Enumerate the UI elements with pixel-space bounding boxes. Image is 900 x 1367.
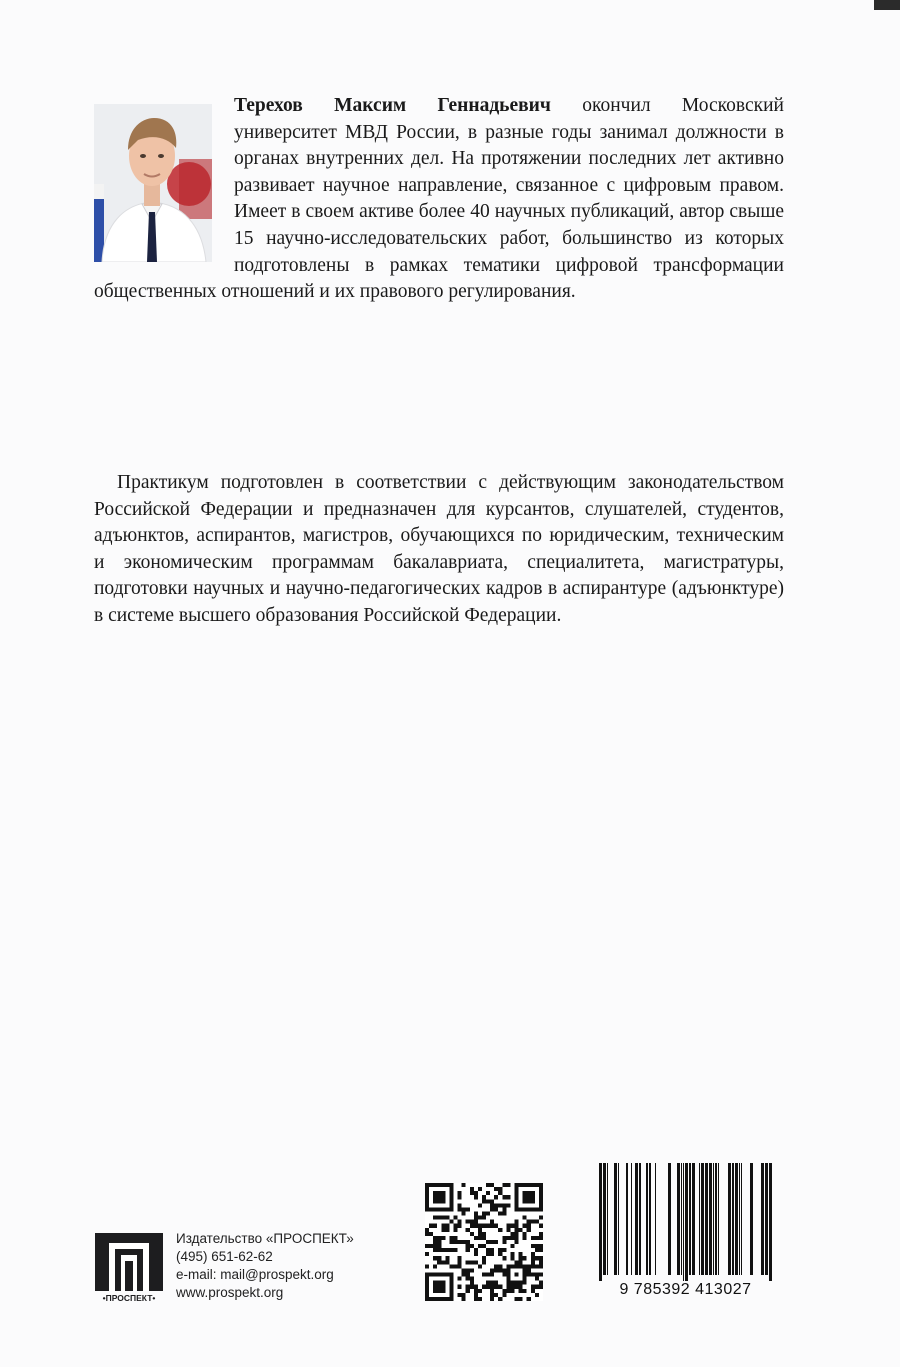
author-name: Терехов Максим Геннадьевич bbox=[234, 95, 551, 116]
publisher-name: Издательство «ПРОСПЕКТ» bbox=[176, 1231, 354, 1246]
publisher-email: e-mail: mail@prospekt.org bbox=[176, 1267, 334, 1282]
qr-code bbox=[425, 1183, 543, 1301]
corner-mark bbox=[874, 0, 900, 10]
publisher-logo bbox=[95, 1233, 163, 1303]
author-bio bbox=[94, 93, 784, 306]
isbn-digits: 9 785392 413027 bbox=[619, 1281, 752, 1298]
book-description: Практикум подготовлен в соответствии с действующим законодательством Российской Федерации и предназначен для курсантов, слушателей, студентов, адъюнктов, аспирантов, магистров, обучающихся по юридическим, техническим и экономическим программам бакалавриата, специалитета, магистратуры, подготовки научных и научно-педагогических кадров в аспирантуре (адъюнктуре) в системе высшего образования Российской Федерации. bbox=[94, 472, 784, 626]
publisher-phone: (495) 651-62-62 bbox=[176, 1249, 273, 1264]
publisher-website: www.prospekt.org bbox=[176, 1285, 284, 1300]
photo-spacer bbox=[94, 93, 234, 279]
author-bio-text: окончил Московский университет МВД России, в разные годы занимал должности в органах внутренних дел. На протяжении последних лет активно развивает научное направление, связанное с цифровым правом. Имеет в своем активе более 40 научных публикаций, автор свыше 15 научно-исследовательских работ, большинство из которых подготовлены в рамках тематики цифровой трансформации общественных отношений и их правового регулирования. bbox=[94, 95, 784, 303]
publisher-info bbox=[176, 1230, 354, 1302]
publisher-logo-text: •ПРОСПЕКТ• bbox=[102, 1293, 156, 1303]
